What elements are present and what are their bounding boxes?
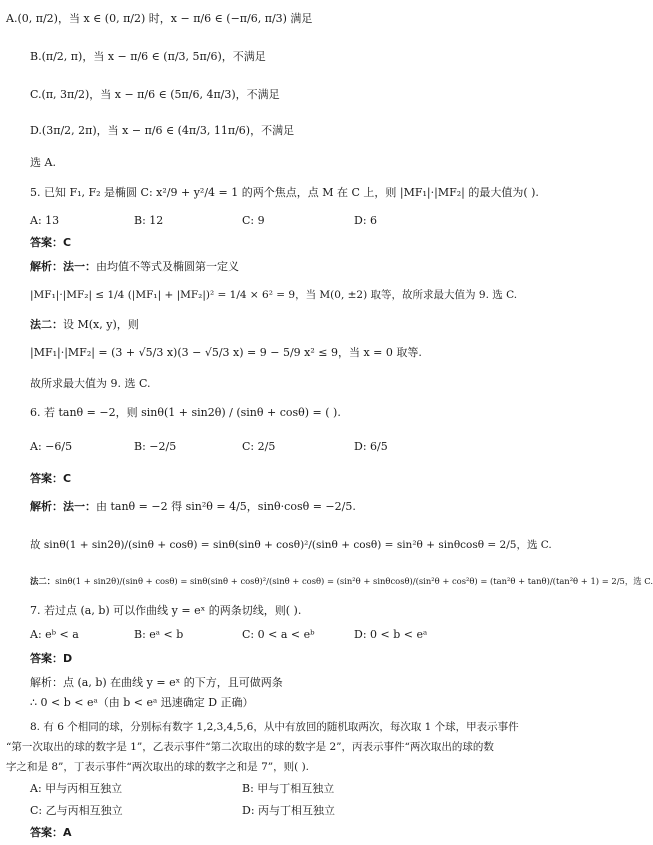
q7-question: 7. 若过点 (a, b) 可以作曲线 y = eˣ 的两条切线，则( ).	[30, 604, 302, 617]
q8-line-1: 8. 有 6 个相同的球，分别标有数字 1,2,3,4,5,6，从中有放回的随机取两次，每次取 1 个球，甲表示事件	[30, 721, 519, 733]
q6-option-d: D: 6/5	[354, 440, 388, 453]
q6-option-b: B: −2/5	[134, 440, 177, 453]
q5-answer: 答案：C	[30, 236, 72, 249]
q5-method1-intro: 由均值不等式及椭圆第一定义	[96, 260, 239, 273]
q6-option-a: A: −6/5	[30, 440, 73, 453]
q8-line-3: 字之和是 8”，丁表示事件“两次取出的球的数字之和是 7”，则( ).	[6, 761, 310, 773]
q5-option-b: B: 12	[134, 214, 164, 227]
q8-option-c: C: 乙与丙相互独立	[30, 804, 123, 817]
q7-solution: 解析：点 (a, b) 在曲线 y = eˣ 的下方，且可做两条	[30, 676, 283, 689]
q5-method2-equation: |MF₁|·|MF₂| = (3 + √5/3 x)(3 − √5/3 x) = 9 − 5/9 x² ≤ 9，当 x = 0 取等.	[30, 346, 422, 359]
q5-method1-label: 解析：法一：	[30, 260, 96, 273]
q8-option-a: A: 甲与丙相互独立	[30, 782, 123, 795]
q6-option-c: C: 2/5	[242, 440, 276, 453]
q4-solution-d: D.(3π/2, 2π)，当 x − π/6 ∈ (4π/3, 11π/6)，不满足	[30, 124, 295, 137]
q8-answer: 答案：A	[30, 826, 72, 839]
q5-method2-intro: 设 M(x, y)，则	[63, 318, 139, 331]
q6-method2-line	[30, 574, 653, 588]
q4-solution-c: C.(π, 3π/2)，当 x − π/6 ∈ (5π/6, 4π/3)，不满足	[30, 88, 280, 101]
q5-conclusion: 故所求最大值为 9. 选 C.	[30, 377, 151, 390]
q6-method1-line	[30, 500, 356, 514]
q5-method2-label: 法二：	[30, 318, 63, 331]
q5-option-c: C: 9	[242, 214, 265, 227]
q4-choose: 选 A.	[30, 156, 56, 169]
q8-option-b: B: 甲与丁相互独立	[242, 782, 335, 795]
q6-method2: sinθ(1 + sin2θ)/(sinθ + cosθ) = sinθ(sinθ + cosθ)²/(sinθ + cosθ) = (sin²θ + sinθcosθ)/(sin²θ + cos²θ) = (tan²θ + tanθ)/(tan²θ + 1) = 2/5，选 C.	[55, 576, 653, 586]
q5-method1-equation: |MF₁|·|MF₂| ≤ 1/4 (|MF₁| + |MF₂|)² = 1/4 × 6² = 9，当 M(0, ±2) 取等，故所求最大值为 9. 选 C.	[30, 289, 518, 301]
q6-method1-continued: 故 sinθ(1 + sin2θ)/(sinθ + cosθ) = sinθ(sinθ + cosθ)²/(sinθ + cosθ) = sin²θ + sinθcosθ = 2/5，选 C.	[30, 539, 552, 551]
q7-option-c: C: 0 < a < eᵇ	[242, 628, 315, 641]
q6-method1-label: 解析：法一：	[30, 500, 96, 513]
q7-option-b: B: eᵃ < b	[134, 628, 184, 641]
q5-method1-intro-line	[30, 260, 239, 274]
q5-option-a: A: 13	[30, 214, 60, 227]
q5-option-d: D: 6	[354, 214, 378, 227]
q7-option-d: D: 0 < b < eᵃ	[354, 628, 428, 641]
q6-answer: 答案：C	[30, 472, 72, 485]
q5-method2-intro-line	[30, 318, 139, 332]
q5-question: 5. 已知 F₁, F₂ 是椭圆 C: x²/9 + y²/4 = 1 的两个焦点，点 M 在 C 上，则 |MF₁|·|MF₂| 的最大值为( ).	[30, 186, 539, 199]
q4-solution-a: A.(0, π/2)，当 x ∈ (0, π/2) 时，x − π/6 ∈ (−π/6, π/3) 满足	[6, 12, 313, 25]
q4-solution-b: B.(π/2, π)，当 x − π/6 ∈ (π/3, 5π/6)，不满足	[30, 50, 266, 63]
q7-solution-2: ∴ 0 < b < eᵃ（由 b < eᵃ 迅速确定 D 正确）	[30, 696, 254, 709]
q6-method1: 由 tanθ = −2 得 sin²θ = 4/5，sinθ·cosθ = −2/5.	[96, 500, 356, 513]
q6-question: 6. 若 tanθ = −2，则 sinθ(1 + sin2θ) / (sinθ + cosθ) = ( ).	[30, 406, 341, 419]
q7-answer: 答案：D	[30, 652, 73, 665]
q8-option-d: D: 丙与丁相互独立	[242, 804, 336, 817]
q6-method2-label: 法二：	[30, 576, 56, 586]
q7-option-a: A: eᵇ < a	[30, 628, 79, 641]
q8-line-2: “第一次取出的球的数字是 1”，乙表示事件“第二次取出的球的数字是 2”，丙表示事件“两次取出的球的数	[6, 741, 494, 753]
